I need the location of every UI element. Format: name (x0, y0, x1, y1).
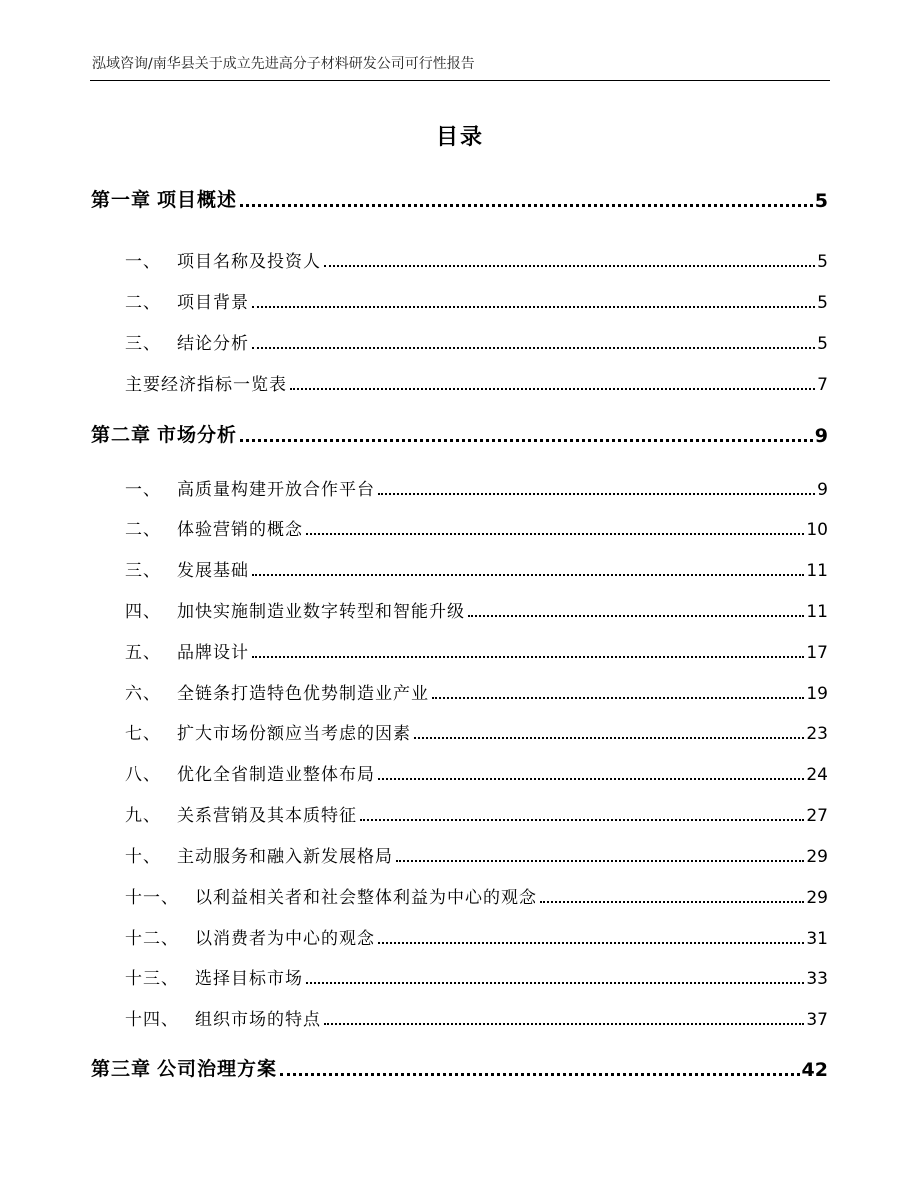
section-number: 十、 (125, 847, 161, 867)
chapter-title: 市场分析 (157, 424, 238, 446)
dot-leader (290, 388, 815, 390)
toc-entry[interactable] (125, 1000, 828, 1030)
chapter-number: 第一章 (91, 189, 152, 211)
toc-entry-label (125, 964, 303, 989)
section-title: 选择目标市场 (195, 969, 303, 989)
toc-entry[interactable] (125, 633, 828, 663)
page-number: 23 (806, 724, 828, 744)
toc-entry[interactable] (125, 324, 828, 354)
section-title: 以消费者为中心的观念 (195, 929, 375, 949)
section-number: 五、 (125, 643, 161, 663)
chapter-title: 公司治理方案 (157, 1058, 278, 1080)
section-number: 十四、 (125, 1010, 179, 1030)
toc-entry[interactable] (125, 470, 828, 500)
section-title: 项目背景 (177, 293, 249, 313)
page-number: 29 (806, 847, 828, 867)
toc-entry-label (125, 801, 357, 826)
toc-entry-label (125, 597, 465, 622)
dot-leader (414, 737, 804, 739)
page-number: 5 (817, 252, 828, 272)
section-title: 扩大市场份额应当考虑的因素 (177, 724, 411, 744)
page-number: 31 (806, 929, 828, 949)
dot-leader (396, 860, 804, 862)
toc-entry-label (125, 679, 429, 704)
section-number: 十二、 (125, 929, 179, 949)
section-number: 二、 (125, 520, 161, 540)
section-number: 九、 (125, 806, 161, 826)
section-title: 项目名称及投资人 (177, 252, 321, 272)
page-number: 5 (817, 293, 828, 313)
page-number: 17 (806, 643, 828, 663)
toc-entry-label (125, 247, 321, 272)
toc-chapter-2[interactable] (91, 417, 828, 447)
toc-entry[interactable] (125, 592, 828, 622)
dot-leader (468, 615, 804, 617)
toc-entry-label (125, 329, 249, 354)
section-number: 十三、 (125, 969, 179, 989)
toc-entry-label (125, 515, 303, 540)
toc-title: 目录 (435, 125, 484, 150)
toc-entry[interactable] (125, 714, 828, 744)
dot-leader (252, 574, 804, 576)
section-number: 一、 (125, 480, 161, 500)
page-number: 5 (817, 334, 828, 354)
page-number: 7 (817, 375, 828, 395)
toc-chapter-3[interactable] (91, 1051, 828, 1081)
section-title: 全链条打造特色优势制造业产业 (177, 684, 429, 704)
page-number: 27 (806, 806, 828, 826)
toc-entry[interactable] (125, 878, 828, 908)
page-number: 37 (806, 1010, 828, 1030)
section-title: 主要经济指标一览表 (125, 375, 287, 395)
toc-entry[interactable] (125, 242, 828, 272)
toc-chapter-label (91, 185, 237, 212)
toc-entry[interactable] (125, 837, 828, 867)
chapter-number: 第三章 (91, 1058, 152, 1080)
page-number: 29 (806, 888, 828, 908)
section-title: 加快实施制造业数字转型和智能升级 (177, 602, 465, 622)
section-title: 发展基础 (177, 561, 249, 581)
page-number: 33 (806, 969, 828, 989)
toc-entry[interactable] (125, 796, 828, 826)
page-number: 24 (806, 765, 828, 785)
section-title: 优化全省制造业整体布局 (177, 765, 375, 785)
section-number: 十一、 (125, 888, 179, 908)
section-title: 关系营销及其本质特征 (177, 806, 357, 826)
table-of-contents (91, 0, 828, 1191)
toc-entry[interactable] (125, 959, 828, 989)
running-header: 泓域咨询/南华县关于成立先进高分子材料研发公司可行性报告 (92, 56, 475, 72)
page-number: 5 (814, 190, 828, 212)
section-number: 三、 (125, 334, 161, 354)
toc-entry[interactable] (125, 365, 828, 395)
toc-entry[interactable] (125, 283, 828, 313)
section-title: 品牌设计 (177, 643, 249, 663)
dot-leader (378, 942, 804, 944)
section-number: 七、 (125, 724, 161, 744)
section-number: 一、 (125, 252, 161, 272)
toc-entry[interactable] (125, 919, 828, 949)
chapter-number: 第二章 (91, 424, 152, 446)
dot-leader (378, 778, 804, 780)
dot-leader (360, 819, 804, 821)
dot-leader (240, 439, 813, 442)
toc-entry[interactable] (125, 551, 828, 581)
section-number: 四、 (125, 602, 161, 622)
page-number: 10 (806, 520, 828, 540)
dot-leader (378, 493, 815, 495)
dot-leader (252, 347, 815, 349)
dot-leader (432, 697, 804, 699)
section-title: 主动服务和融入新发展格局 (177, 847, 393, 867)
toc-chapter-1[interactable] (91, 182, 828, 212)
toc-chapter-label (91, 1054, 277, 1081)
toc-entry-label (125, 719, 411, 744)
chapter-title: 项目概述 (157, 189, 238, 211)
page-number: 11 (806, 602, 828, 622)
toc-entry-label (125, 883, 537, 908)
section-title: 高质量构建开放合作平台 (177, 480, 375, 500)
section-title: 结论分析 (177, 334, 249, 354)
toc-entry-label (125, 556, 249, 581)
page-number: 42 (801, 1059, 828, 1081)
section-title: 组织市场的特点 (195, 1010, 321, 1030)
toc-entry[interactable] (125, 510, 828, 540)
dot-leader (306, 533, 804, 535)
section-number: 三、 (125, 561, 161, 581)
dot-leader (306, 982, 804, 984)
section-title: 体验营销的概念 (177, 520, 303, 540)
toc-entry[interactable] (125, 755, 828, 785)
toc-chapter-label (91, 420, 237, 447)
dot-leader (240, 204, 813, 207)
dot-leader (324, 1023, 804, 1025)
dot-leader (280, 1073, 800, 1076)
toc-entry-label (125, 288, 249, 313)
section-number: 八、 (125, 765, 161, 785)
toc-entry[interactable] (125, 674, 828, 704)
toc-entry-label (125, 924, 375, 949)
section-number: 二、 (125, 293, 161, 313)
dot-leader (252, 656, 804, 658)
toc-entry-label (125, 842, 393, 867)
page-number: 19 (806, 684, 828, 704)
dot-leader (324, 265, 815, 267)
toc-entry-label (125, 475, 375, 500)
section-number: 六、 (125, 684, 161, 704)
toc-entry-label (125, 1005, 321, 1030)
dot-leader (252, 306, 815, 308)
page-number: 9 (814, 425, 828, 447)
section-title: 以利益相关者和社会整体利益为中心的观念 (195, 888, 537, 908)
toc-entry-label (125, 370, 287, 395)
dot-leader (540, 901, 804, 903)
page-number: 11 (806, 561, 828, 581)
toc-entry-label (125, 638, 249, 663)
page-number: 9 (817, 480, 828, 500)
toc-entry-label (125, 760, 375, 785)
